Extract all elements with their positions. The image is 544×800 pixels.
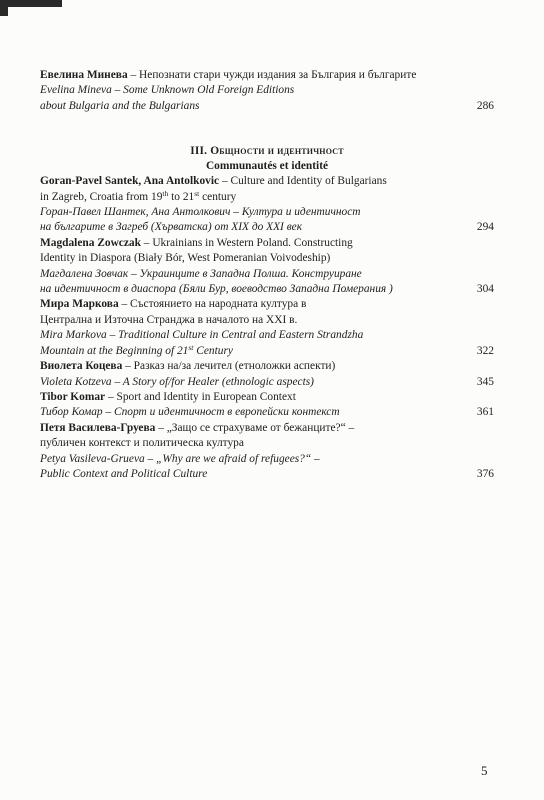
section-heading: III. Общности и идентичност (190, 145, 344, 158)
entry-title: – Ukrainians in Western Poland. Constructing (140, 236, 353, 249)
entry-title: – „Защо се страхуваме от бежанците?“ – (155, 421, 355, 434)
entry-author: Виолета Коцева (40, 360, 123, 373)
entry-title-continued: Identity in Diaspora (Biały Bór, West Pomeranian Voivodeship) (40, 252, 331, 265)
entry-translation: Petya Vasileva-Grueva – „Why are we afraid of refugees?“ – (40, 452, 320, 465)
toc-entry-zowczak (40, 236, 494, 298)
toc-entry-mineva (40, 68, 494, 114)
table-of-contents (40, 68, 494, 482)
entry-author: Петя Василева-Груева (40, 421, 156, 434)
entry-page-number: 376 (476, 467, 494, 480)
toc-entry-santek: Goran-Pavel Santek, Ana Antolkovic – Culture and Identity of Bulgarians in Zagreb, Croatia from 19th to 21st century Горан-Павел Шантек, Ана Антолкович – Култура и идентичност на българите в Загреб (Хърватска) от XIX до XXI век 294 (40, 174, 494, 236)
entry-page-number: 361 (476, 406, 494, 419)
entry-page-number: 286 (476, 99, 494, 112)
entry-translation: Горан-Павел Шантек, Ана Антолкович – Култура и идентичност (40, 206, 361, 219)
entry-title: – Разказ на/за лечител (етноложки аспекти) (122, 360, 336, 373)
entry-author: Tibor Komar (40, 390, 106, 403)
section-subheading: Communautés et identité (205, 160, 329, 173)
entry-translation: Violeta Kotzeva – A Story of/for Healer (ethnologic aspects) (40, 375, 314, 388)
entry-translation: about Bulgaria and the Bulgarians (40, 99, 200, 112)
entry-translation: Mira Markova – Traditional Culture in Central and Eastern Strandzha (40, 329, 364, 342)
entry-translation: на българите в Загреб (Хърватска) от XIX до XXI век (40, 221, 303, 234)
entry-title: – Състоянието на народната култура в (118, 298, 307, 311)
entry-page-number: 322 (476, 344, 494, 357)
entry-title-continued: Централна и Източна Странджа в началото на XXI в. (40, 313, 298, 326)
entry-page-number: 304 (476, 283, 494, 296)
entry-page-number: 345 (476, 375, 494, 388)
toc-entry-markova (40, 297, 494, 359)
entry-translation: Evelina Mineva – Some Unknown Old Foreign Editions (40, 84, 295, 97)
toc-entry-kotzeva (40, 359, 494, 390)
entry-translation: на идентичност в диаспора (Бяли Бур, воеводство Западна Померания ) (40, 283, 393, 296)
entry-author: Мира Маркова (40, 298, 119, 311)
entry-translation: Public Context and Political Culture (40, 467, 208, 480)
entry-title-continued: публичен контекст и политическа култура (40, 437, 244, 450)
entry-author: Goran-Pavel Santek, Ana Antolkovic (40, 175, 220, 188)
entry-author: Евелина Минева (40, 69, 128, 81)
toc-entry-komar (40, 390, 494, 421)
entry-title: – Sport and Identity in European Context (105, 390, 296, 403)
page-number: 5 (481, 763, 488, 778)
scan-edge-mark (0, 0, 62, 7)
entry-title: – Culture and Identity of Bulgarians (219, 175, 387, 188)
toc-entry-vasileva-grueva (40, 421, 494, 483)
entry-translation: Mountain at the Beginning of 21st Century (40, 342, 233, 357)
entry-page-number: 294 (476, 221, 494, 234)
entry-translation: Магдалена Зовчак – Украинците в Западна Полша. Конструиране (40, 267, 362, 280)
entry-translation: Тибор Комар – Спорт и идентичност в европейски контекст (40, 406, 340, 419)
entry-author: Magdalena Zowczak (40, 236, 141, 249)
entry-title: – Непознати стари чужди издания за България и българите (127, 69, 417, 81)
